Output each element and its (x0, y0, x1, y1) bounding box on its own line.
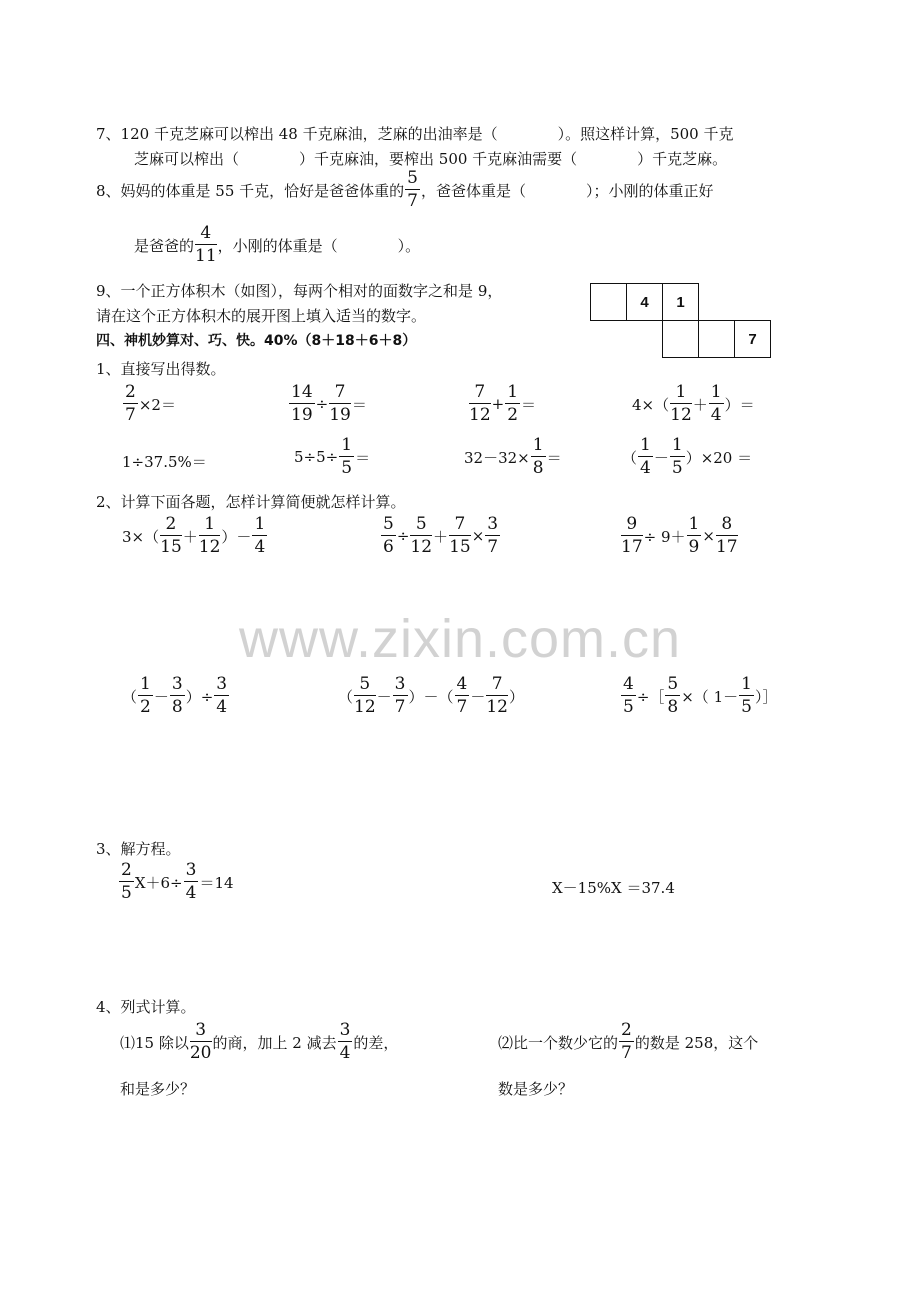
numerator: 7 (329, 384, 351, 404)
fraction (289, 384, 315, 424)
expr-text: ⑴15 除以 (120, 1033, 189, 1052)
operator: ＋ (433, 527, 449, 546)
expr-text: ）－（ (408, 687, 454, 706)
numerator: 1 (254, 514, 266, 534)
expr-text: 32－32× (464, 448, 530, 467)
part-3-heading: 3、解方程。 (96, 840, 181, 858)
expr-6 (294, 437, 370, 477)
question-8-line1 (96, 170, 714, 210)
question-9-line1: 9、一个正方体积木（如图），每两个相对的面数字之和是 9， (96, 282, 503, 300)
denominator: 7 (125, 405, 136, 425)
expr-text: ＝ (351, 395, 367, 414)
denominator: 4 (185, 883, 197, 903)
operator: × (702, 527, 715, 545)
numerator: 5 (383, 514, 394, 534)
denominator: 7 (621, 1043, 632, 1063)
operator: － (470, 687, 486, 706)
denominator: 15 (449, 537, 471, 557)
fraction (486, 676, 508, 716)
operator: ＋ (182, 527, 198, 546)
q8-text-b: ，爸爸体重是（ ）；小刚的体重正好 (421, 181, 714, 200)
fraction (393, 676, 408, 716)
fraction (190, 1022, 212, 1062)
expr-text: X＋6÷ (134, 873, 183, 892)
cube-net-cell[interactable]: 4 (626, 283, 663, 321)
denominator: 5 (623, 697, 634, 717)
expr-text: ＝ (355, 448, 371, 467)
section-4-title: 四、神机妙算对、巧、快。40%（8＋18＋6＋8） (96, 333, 417, 349)
expr-text: 5÷5÷ (294, 448, 339, 466)
operator: ÷ (396, 527, 410, 545)
fraction (531, 437, 546, 477)
denominator: 12 (486, 697, 508, 717)
denominator: 5 (671, 458, 683, 478)
denominator: 5 (121, 883, 132, 903)
denominator: 7 (456, 697, 468, 717)
word-problem-2-line2: 数是多少？ (498, 1080, 574, 1098)
expr-text: ⑵比一个数少它的 (498, 1033, 619, 1052)
fraction (184, 862, 199, 902)
denominator: 2 (507, 405, 519, 425)
numerator: 1 (710, 382, 722, 402)
expr-text: ）］ (754, 687, 778, 706)
denominator: 20 (189, 1043, 212, 1063)
denominator: 8 (532, 458, 544, 478)
cube-net-cell[interactable] (698, 320, 735, 358)
expr-2 (288, 384, 367, 424)
denominator: 19 (291, 405, 313, 425)
part-4-heading: 4、列式计算。 (96, 998, 196, 1016)
fraction (709, 384, 724, 424)
numerator: 1 (671, 435, 683, 455)
fraction (670, 384, 692, 424)
numerator: 1 (670, 384, 692, 404)
denominator: 12 (670, 405, 692, 425)
expr-text: ＝14 (199, 873, 234, 892)
cube-net-cell[interactable]: 1 (662, 283, 699, 321)
numerator: 5 (410, 516, 432, 536)
denominator: 15 (160, 537, 182, 557)
numerator: 1 (140, 674, 151, 694)
calc-5 (338, 676, 524, 716)
fraction (329, 384, 351, 424)
denominator: 12 (198, 537, 221, 557)
denominator: 2 (140, 697, 151, 717)
operator: － (153, 687, 169, 706)
numerator: 4 (195, 225, 217, 245)
numerator: 3 (487, 514, 499, 534)
expr-text: （ (122, 687, 138, 706)
numerator: 3 (394, 674, 406, 694)
denominator: 11 (195, 246, 217, 266)
question-7-line2: 芝麻可以榨出（ ）千克麻油，要榨出 500 千克麻油需要（ ）千克芝麻。 (134, 150, 728, 168)
numerator: 1 (532, 435, 544, 455)
fraction (505, 384, 520, 424)
fraction (619, 1022, 634, 1062)
word-problem-2-line1 (498, 1022, 758, 1062)
numerator: 1 (640, 435, 651, 455)
numerator: 2 (121, 860, 132, 880)
expr-text: （ (338, 687, 354, 706)
denominator: 8 (171, 697, 183, 717)
question-8-line2 (134, 225, 420, 265)
word-problem-1-line1 (120, 1022, 398, 1062)
denominator: 4 (339, 1043, 351, 1063)
numerator: 1 (199, 516, 221, 536)
denominator: 12 (354, 697, 376, 717)
expr-text: ×2＝ (138, 395, 176, 414)
expr-1 (122, 384, 176, 424)
fraction (621, 676, 636, 716)
operator: ÷ 9＋ (643, 527, 686, 546)
calc-3 (620, 516, 739, 556)
operator: － (376, 687, 392, 706)
fraction (119, 862, 134, 902)
fraction (449, 516, 471, 556)
fraction (170, 676, 185, 716)
expr-text: 3×（ (122, 527, 160, 546)
denominator: 19 (329, 405, 351, 425)
expr-text: 的数是 258，这个 (634, 1033, 759, 1052)
operator: － (653, 448, 669, 467)
operator: × (471, 527, 485, 545)
expr-text: ＝ (546, 448, 562, 467)
fraction (195, 225, 217, 265)
fraction (199, 516, 221, 556)
fraction (160, 516, 182, 556)
denominator: 5 (741, 697, 752, 717)
fraction (469, 384, 491, 424)
calc-2 (380, 516, 501, 556)
numerator: 3 (185, 860, 197, 880)
operator: ÷ (315, 395, 329, 413)
expr-8 (622, 437, 752, 477)
word-problem-1-line2: 和是多少？ (120, 1080, 196, 1098)
denominator: 4 (710, 405, 722, 425)
fraction (621, 516, 643, 556)
denominator: 17 (715, 537, 738, 557)
fraction (354, 676, 376, 716)
numerator: 5 (407, 168, 418, 188)
calc-6 (620, 676, 777, 716)
numerator: 8 (716, 516, 738, 536)
numerator: 5 (667, 674, 679, 694)
fraction (410, 516, 432, 556)
equation-1 (118, 862, 234, 902)
fraction (338, 1022, 353, 1062)
numerator: 2 (621, 1020, 632, 1040)
expr-text: ）÷ (185, 687, 214, 706)
denominator: 12 (469, 405, 491, 425)
fraction (665, 676, 680, 716)
denominator: 4 (640, 458, 651, 478)
denominator: 12 (410, 537, 433, 557)
denominator: 7 (394, 697, 406, 717)
numerator: 9 (621, 516, 643, 536)
expr-7 (464, 437, 562, 477)
expr-text: 的商，加上 2 减去 (212, 1033, 337, 1052)
fraction (687, 516, 702, 556)
numerator: 1 (741, 674, 752, 694)
calc-1 (122, 516, 268, 556)
fraction (716, 516, 738, 556)
numerator: 3 (171, 674, 183, 694)
part-1-heading: 1、直接写出得数。 (96, 360, 226, 378)
fraction (339, 437, 354, 477)
numerator: 1 (341, 435, 353, 455)
expr-text: ）×20 ＝ (685, 448, 753, 467)
operator: ＋ (692, 395, 708, 414)
q8-text-d: ，小刚的体重是（ ）。 (217, 236, 421, 255)
numerator: 4 (623, 674, 634, 694)
fraction (405, 170, 420, 210)
watermark: www.zixin.com.cn (238, 609, 682, 669)
question-7-line1: 7、120 千克芝麻可以榨出 48 千克麻油，芝麻的出油率是（ ）。照这样计算，500 千克 (96, 125, 734, 143)
fraction (485, 516, 500, 556)
denominator: 6 (383, 537, 394, 557)
fraction (381, 516, 396, 556)
fraction (252, 516, 267, 556)
denominator: 17 (621, 537, 643, 557)
numerator: 3 (339, 1020, 351, 1040)
operator: + (491, 395, 505, 413)
denominator: 7 (487, 537, 499, 557)
fraction (670, 437, 685, 477)
expr-5: 1÷37.5%＝ (122, 453, 207, 471)
expr-text: ）－ (221, 527, 252, 546)
operator: ÷［ (636, 687, 665, 706)
numerator: 14 (291, 382, 313, 402)
expr-4 (632, 384, 755, 424)
denominator: 4 (216, 697, 228, 717)
cube-net-cell[interactable] (590, 283, 627, 321)
fraction (123, 384, 138, 424)
expr-text: 4×（ (632, 395, 670, 414)
fraction (138, 676, 153, 716)
fraction (739, 676, 754, 716)
cube-net-cell[interactable]: 7 (734, 320, 771, 358)
numerator: 3 (190, 1022, 212, 1042)
numerator: 7 (486, 676, 508, 696)
numerator: 2 (125, 382, 136, 402)
numerator: 3 (216, 674, 228, 694)
numerator: 1 (688, 514, 700, 534)
fraction (214, 676, 229, 716)
denominator: 5 (341, 458, 353, 478)
numerator: 1 (507, 382, 519, 402)
calc-4 (122, 676, 230, 716)
expr-text: ＝ (521, 395, 537, 414)
numerator: 5 (354, 676, 376, 696)
expr-3 (468, 384, 536, 424)
denominator: 7 (407, 191, 418, 211)
fraction (638, 437, 653, 477)
operator: ×（ 1－ (681, 687, 739, 706)
expr-text: ）＝ (724, 395, 755, 414)
equation-2: X－15%X ＝37.4 (552, 879, 675, 897)
question-9-line2: 请在这个正方体积木的展开图上填入适当的数字。 (96, 307, 427, 325)
cube-net-cell[interactable] (662, 320, 699, 358)
denominator: 4 (254, 537, 266, 557)
expr-text: ） (509, 687, 525, 706)
fraction (455, 676, 470, 716)
denominator: 8 (667, 697, 679, 717)
numerator: 7 (449, 516, 471, 536)
numerator: 7 (469, 384, 491, 404)
expr-text: （ (622, 448, 638, 467)
q8-text-c: 是爸爸的 (134, 236, 195, 255)
part-2-heading: 2、计算下面各题，怎样计算简便就怎样计算。 (96, 493, 406, 511)
numerator: 4 (456, 674, 468, 694)
q8-text-a: 8、妈妈的体重是 55 千克，恰好是爸爸体重的 (96, 181, 405, 200)
denominator: 9 (688, 537, 700, 557)
numerator: 2 (160, 516, 182, 536)
expr-text: 的差， (353, 1033, 399, 1052)
